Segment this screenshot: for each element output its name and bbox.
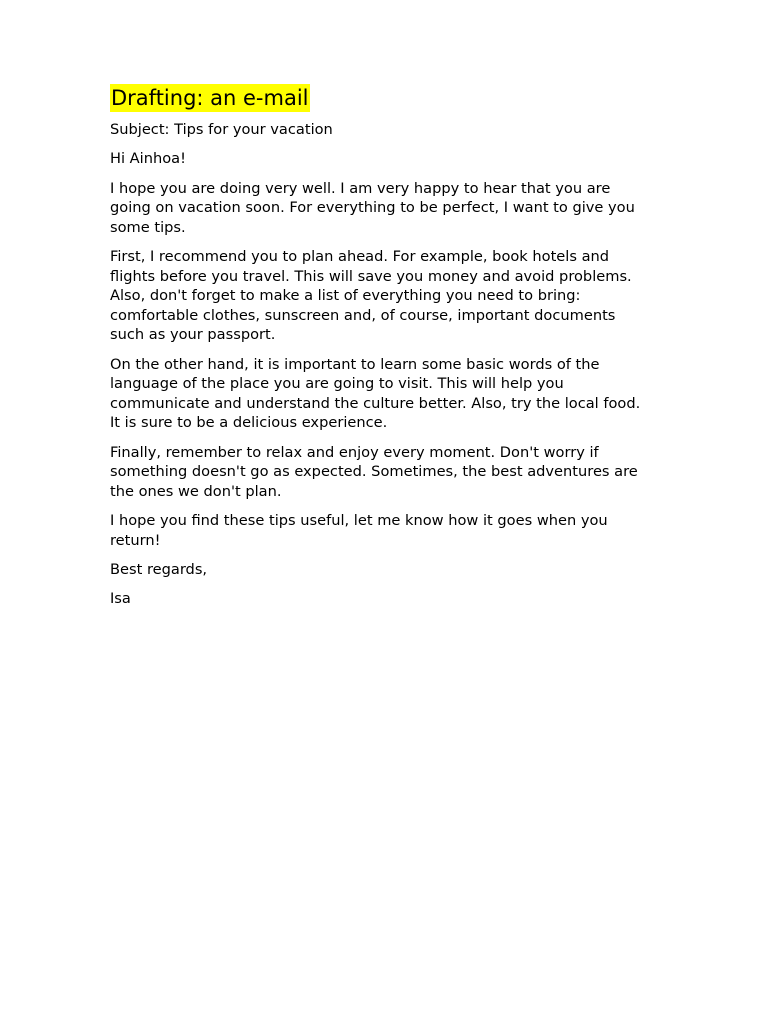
body-paragraph: I hope you find these tips useful, let me know how it goes when you return!	[110, 512, 608, 549]
document-page	[110, 84, 650, 619]
email-greeting: Hi Ainhoa!	[110, 150, 186, 168]
email-subject: Subject: Tips for your vacation	[110, 121, 333, 138]
body-paragraph: First, I recommend you to plan ahead. For example, book hotels and flights before you travel. This will save you money and avoid problems. Also, don't forget to make a list of everything you need to bring: comfortable clothes, sunscreen and, of course, important documents such as your passport.	[110, 248, 632, 344]
body-paragraph: On the other hand, it is important to learn some basic words of the language of the place you are going to visit. This will help you communicate and understand the culture better. Also, try the local food. It is sure to be a delicious experience.	[110, 355, 641, 432]
body-paragraph: I hope you are doing very well. I am very happy to hear that you are going on vacation soon. For everything to be perfect, I want to give you some tips.	[110, 179, 635, 236]
body-paragraph: Finally, remember to relax and enjoy every moment. Don't worry if something doesn't go as expected. Sometimes, the best adventures are the ones we don't plan.	[110, 443, 638, 500]
email-closing: Best regards,	[110, 561, 208, 579]
email-signature: Isa	[110, 590, 131, 608]
document-title: Drafting: an e-mail	[111, 86, 309, 110]
